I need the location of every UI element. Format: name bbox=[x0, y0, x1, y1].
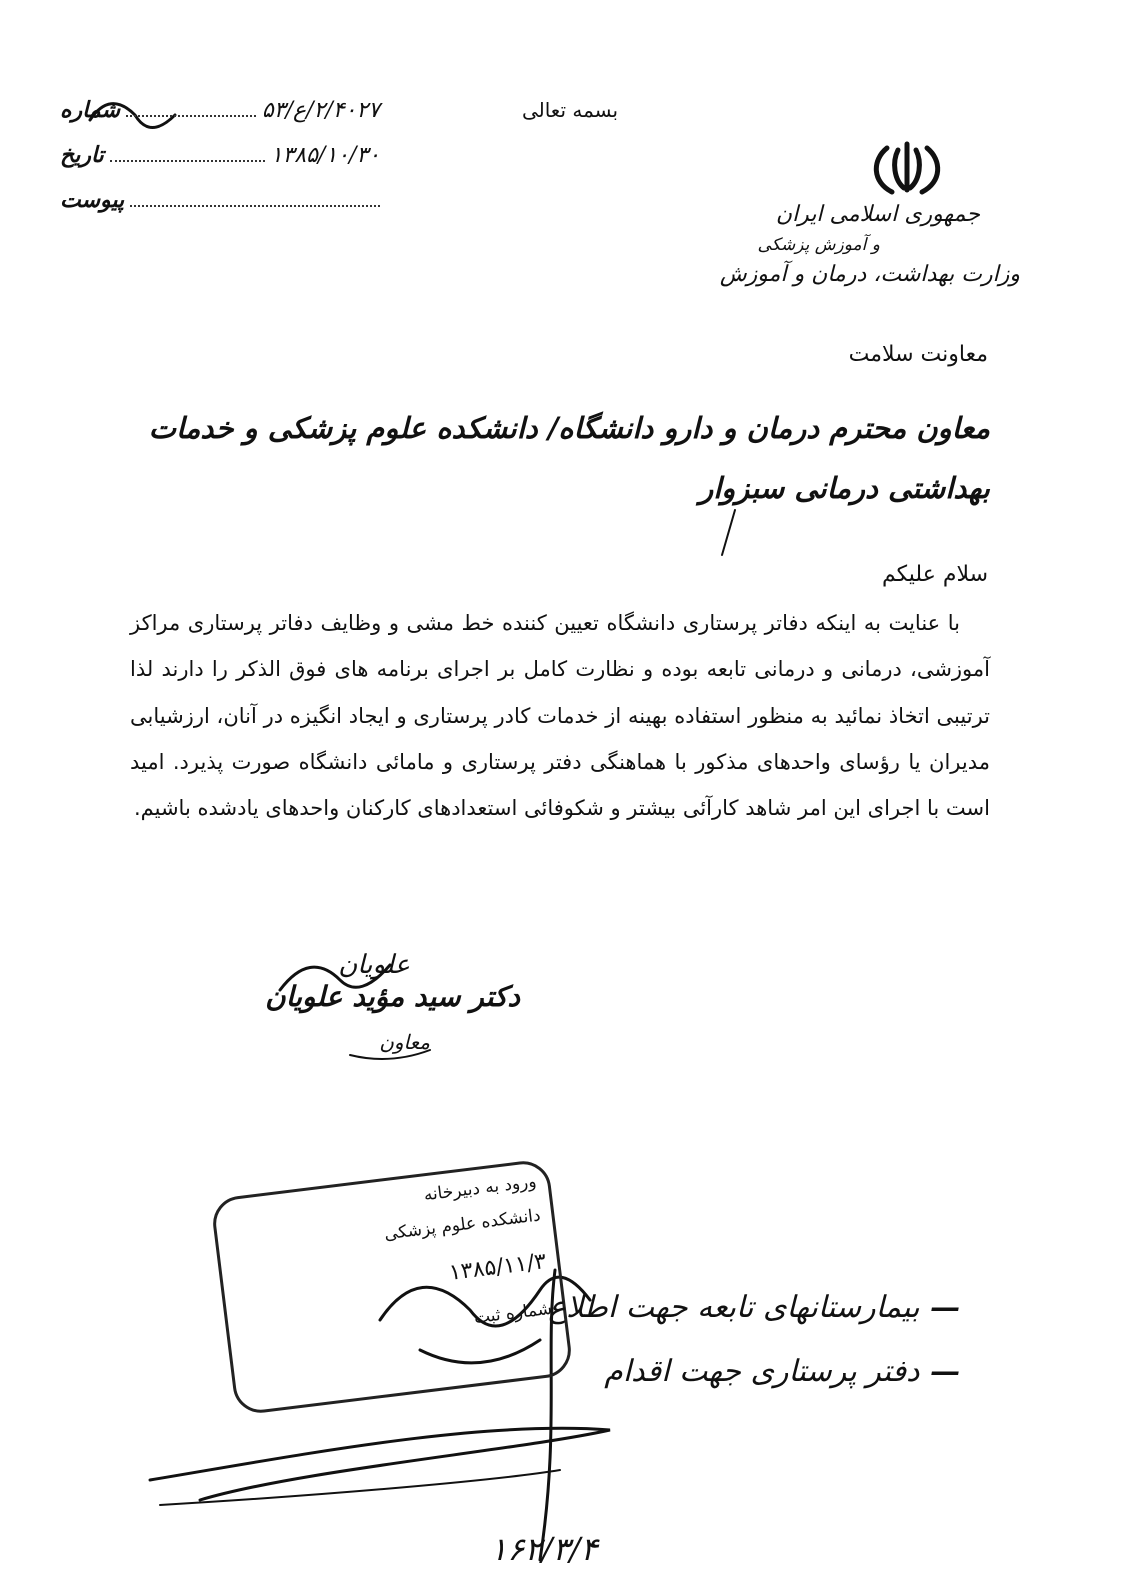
note-2-text: دفتر پرستاری جهت اقدام bbox=[604, 1354, 920, 1389]
stamp-line-2: دانشکده علوم پزشکی bbox=[383, 1205, 542, 1245]
greeting: سلام علیکم bbox=[881, 562, 988, 587]
number-value: ۲/۴۰۲۷/ع/۵۳ bbox=[261, 98, 380, 123]
entry-stamp bbox=[210, 1158, 574, 1416]
handwritten-note-2 bbox=[540, 1354, 960, 1389]
dash-mark: — bbox=[919, 1290, 960, 1325]
stamp-line-3: ۱۳۸۵/۱۱/۳ bbox=[447, 1249, 548, 1286]
deputy-office: معاونت سلامت bbox=[848, 342, 988, 367]
recipient-line-2: بهداشتی درمانی سبزوار bbox=[699, 471, 990, 505]
ministry-line-2: و آموزش پزشکی bbox=[757, 235, 880, 255]
date-value: ۱۳۸۵/۱۰/۳۰ bbox=[270, 143, 380, 168]
basmala: بسمه تعالی bbox=[521, 98, 619, 122]
stamp-line-1: ورود به دبیرخانه bbox=[422, 1171, 538, 1206]
letter-meta bbox=[60, 88, 380, 222]
iran-emblem-icon bbox=[862, 140, 952, 200]
stamp-border bbox=[210, 1158, 574, 1416]
bottom-handwritten-number: ۱۶۲/۳/۴ bbox=[490, 1530, 598, 1568]
attachment-row bbox=[60, 178, 380, 222]
dash-mark: — bbox=[919, 1354, 960, 1389]
signatory-title: معاون bbox=[379, 1030, 430, 1054]
letter-body bbox=[130, 600, 990, 831]
ministry-heading bbox=[700, 200, 1020, 290]
dotted-line bbox=[130, 204, 380, 207]
date-row bbox=[60, 133, 380, 178]
stamp-line-4: شماره ثبت bbox=[472, 1298, 554, 1329]
number-label: شماره bbox=[60, 97, 121, 123]
note-1-text: بیمارستانهای تابعه جهت اطلاع bbox=[548, 1290, 920, 1325]
ministry-line-1: جمهوری اسلامی ایران bbox=[775, 202, 980, 227]
dotted-line bbox=[110, 159, 265, 162]
number-row bbox=[60, 88, 380, 133]
ministry-line-3: وزارت بهداشت، درمان و آموزش bbox=[719, 262, 1020, 287]
recipient-line-1: معاون محترم درمان و دارو دانشگاه/ دانشکده علوم پزشکی و خدمات bbox=[148, 411, 990, 445]
body-paragraph: با عنایت به اینکه دفاتر پرستاری دانشگاه تعیین کننده خط مشی و وظایف دفاتر پرستاری مراکز آموزشی، درمانی و درمانی تابعه بوده و نظارت کامل بر اجرای برنامه های فوق الذکر را دارند لذا ترتیبی اتخاذ نمائید به منظور استفاده بهینه از خدمات کادر پرستاری و ایجاد انگیزه در آنان، ارزشیابی مدیران یا رؤسای واحدهای مذکور با هماهنگی دفتر پرستاری و مامائی دانشگاه صورت پذیرد. امید است با اجرای این امر شاهد کارآئی بیشتر و شکوفائی استعدادهای کارکنان واحدهای یادشده باشیم. bbox=[130, 611, 990, 821]
date-label: تاریخ bbox=[60, 142, 104, 168]
signature-scrawl: علویان bbox=[338, 950, 410, 980]
recipient bbox=[130, 398, 990, 518]
signatory-name: دکتر سید مؤید علویان bbox=[265, 980, 520, 1013]
dotted-line bbox=[126, 114, 256, 117]
attachment-label: پیوست bbox=[60, 187, 125, 213]
handwritten-note-1 bbox=[520, 1290, 960, 1325]
